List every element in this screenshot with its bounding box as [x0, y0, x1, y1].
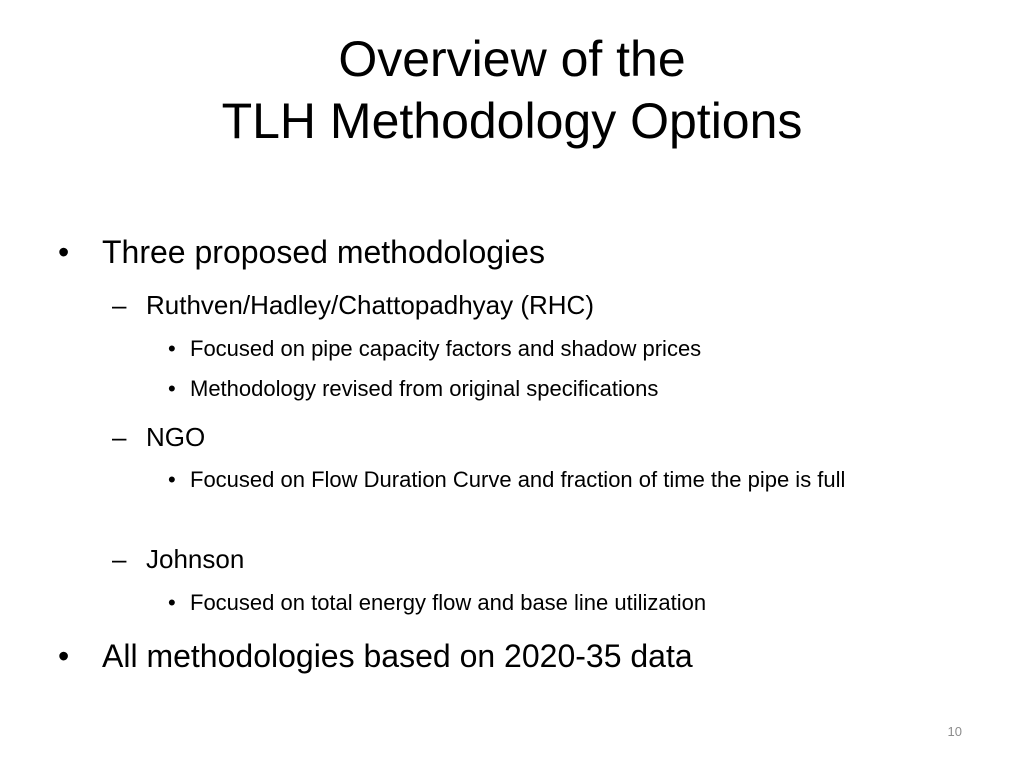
title-line-1: Overview of the [338, 31, 686, 87]
bullet-text: Three proposed methodologies [102, 234, 545, 270]
bullet-marker: • [58, 234, 70, 270]
bullet-marker: • [58, 638, 70, 674]
point-text: Focused on Flow Duration Curve and fraction of time the pipe is full [190, 467, 846, 492]
dash-marker: – [112, 422, 127, 452]
point-ngo-fdc [168, 463, 950, 497]
bullet-marker: • [168, 376, 176, 401]
page-number: 10 [947, 724, 962, 739]
point-text: Methodology revised from original specifications [190, 376, 659, 401]
bullet-all-methodologies [58, 636, 693, 676]
point-text: Focused on pipe capacity factors and shadow prices [190, 336, 702, 361]
bullet-marker: • [168, 336, 176, 361]
subbullet-johnson [112, 543, 245, 575]
point-rhc-revised [168, 372, 659, 406]
title-line-2: TLH Methodology Options [221, 93, 803, 149]
point-johnson-energy [168, 586, 707, 620]
subbullet-text: NGO [146, 422, 206, 452]
bullet-marker: • [168, 467, 176, 492]
bullet-marker: • [168, 590, 176, 615]
subbullet-rhc [112, 289, 594, 321]
bullet-text: All methodologies based on 2020-35 data [102, 638, 693, 674]
bullet-three-proposed [58, 232, 545, 272]
point-rhc-capacity [168, 332, 702, 366]
subbullet-text: Ruthven/Hadley/Chattopadhyay (RHC) [146, 290, 594, 320]
point-text: Focused on total energy flow and base line utilization [190, 590, 707, 615]
dash-marker: – [112, 290, 127, 320]
subbullet-text: Johnson [146, 544, 245, 574]
dash-marker: – [112, 544, 127, 574]
subbullet-ngo [112, 421, 206, 453]
